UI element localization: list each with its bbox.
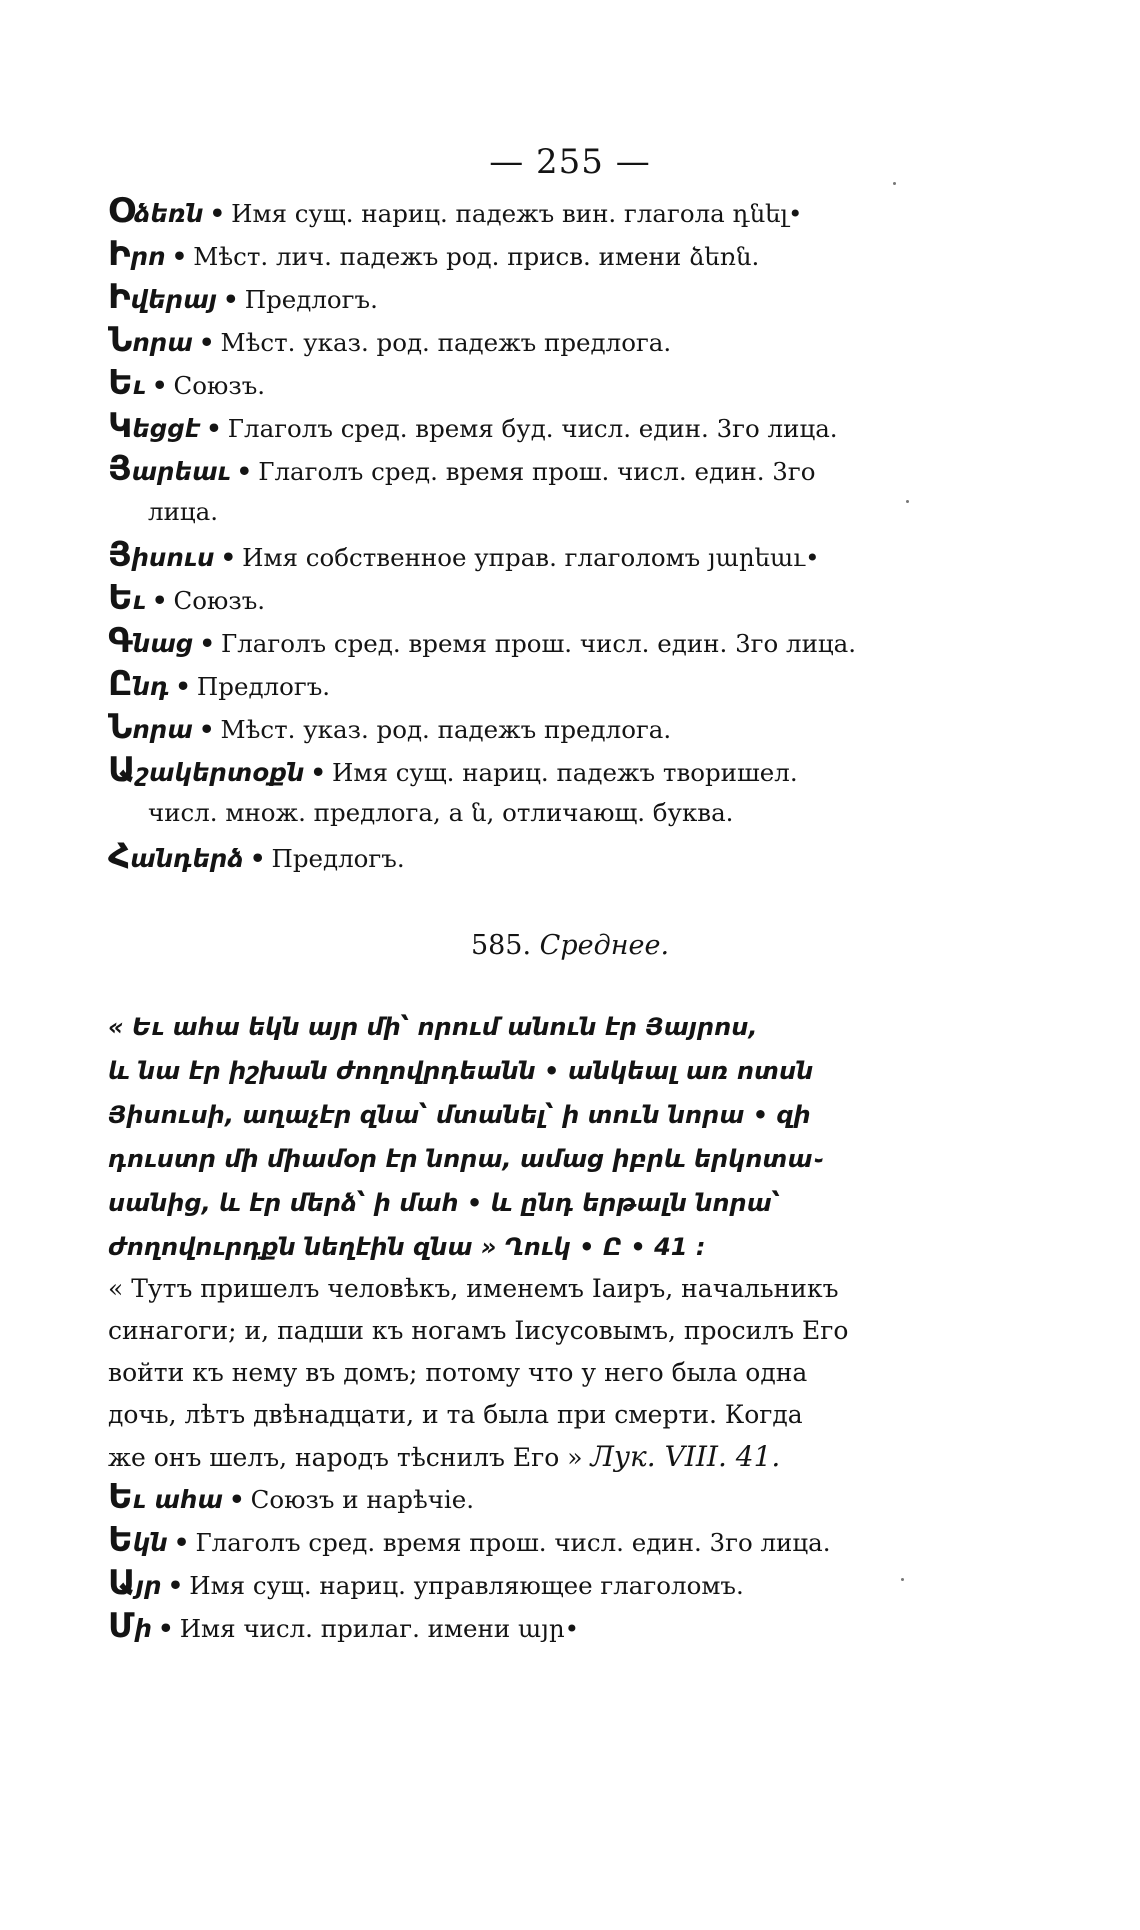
entry-word: եցցէ (132, 414, 201, 443)
print-speck (893, 182, 896, 185)
entry-definition: Глаголъ сред. время прош. числ. един. 3го (258, 457, 816, 486)
armenian-line: դուստր մի միամօր էր նորա, ամաց իբրև երկոտա֊ (108, 1145, 823, 1173)
entry-capital: Ն (108, 707, 133, 747)
entry-capital: Ե (108, 363, 133, 403)
entry-capital: Գ (108, 621, 133, 661)
russian-line-text: же онъ шелъ, народъ тѣснилъ Его » (108, 1443, 583, 1472)
entry-capital: Ի (108, 234, 131, 274)
entry-definition: Глаголъ сред. время прош. числ. един. 3го лица. (220, 629, 857, 658)
glossary-continuation: лица. (148, 497, 219, 526)
glossary-entry (108, 277, 1008, 317)
entry-capital: Մ (108, 1606, 135, 1646)
entry-capital: Հ (108, 836, 131, 876)
entry-word: իսուս (131, 543, 215, 572)
entry-word: նաց (132, 629, 194, 658)
glossary-entry (108, 621, 1008, 661)
entry-separator: • (175, 672, 191, 701)
entry-separator: • (198, 328, 215, 357)
glossary-entry (108, 578, 1008, 618)
print-speck (906, 500, 909, 503)
entry-separator: • (199, 629, 215, 658)
entry-word: ւ (132, 371, 146, 400)
entry-definition: Имя числ. прилаг. имени այր• (179, 1614, 580, 1643)
entry-definition: Союзъ. (173, 586, 266, 615)
entry-separator: • (209, 199, 226, 228)
glossary-entry (108, 1477, 1008, 1517)
glossary-entry (108, 234, 1008, 274)
entry-definition: Предлогъ. (244, 285, 378, 314)
russian-line: войти къ нему въ домъ; потому что у него была одна (108, 1358, 808, 1387)
entry-definition: Предлогъ. (271, 844, 405, 873)
page-number: — 255 — (489, 142, 651, 182)
section-heading (0, 930, 1140, 961)
entry-capital: Կ (108, 406, 133, 446)
entry-separator: • (167, 1571, 184, 1600)
entry-definition: Глаголъ сред. время прош. числ. един. 3го лица. (195, 1528, 831, 1557)
entry-capital: Ի (108, 277, 131, 317)
entry-capital: Ե (108, 1477, 133, 1517)
armenian-line: Յիսուսի, աղաչէր զնա՝ մտանել՝ ի տուն նորա • զի (108, 1101, 811, 1129)
glossary-entry (108, 707, 1008, 747)
armenian-line: սանից, և էր մերձ՝ ի մահ • և ընդ երթալն նորա՝ (108, 1189, 781, 1217)
section-title: Среднее. (539, 930, 670, 961)
entry-word: որա (132, 715, 193, 744)
armenian-line: և նա էր իշխան ժողովրդեանն • անկեալ առ ոտսն (108, 1057, 814, 1085)
entry-separator: • (171, 242, 188, 271)
entry-definition: Мѣст. лич. падежъ род. присв. имени ձեռն. (193, 242, 760, 271)
entry-word: ւ ահա (132, 1485, 223, 1514)
russian-line: синагоги; и, падши къ ногамъ Іисусовымъ, просилъ Его (108, 1316, 849, 1345)
entry-definition: Имя собственное управ. глаголомъ յարեաւ• (242, 543, 820, 572)
glossary-entry (108, 1606, 1008, 1646)
entry-separator: • (236, 457, 253, 486)
entry-definition: Мѣст. указ. род. падежъ предлога. (220, 715, 672, 744)
print-speck (901, 1578, 904, 1581)
glossary-entry (108, 191, 1008, 231)
entry-separator: • (223, 285, 239, 314)
entry-capital: Ն (108, 320, 133, 360)
armenian-line: ժողովուրդքն նեղէին զնա » Ղուկ • Ը • 41 ։ (108, 1233, 706, 1261)
russian-line: « Тутъ пришелъ человѣкъ, именемъ Іаиръ, начальникъ (108, 1274, 839, 1303)
glossary-entry (108, 535, 1008, 575)
entry-capital: Ե (108, 1520, 133, 1560)
entry-definition: Союзъ и нарѣчіе. (250, 1485, 475, 1514)
entry-capital: Յ (108, 535, 132, 575)
glossary-entry (108, 836, 1008, 876)
russian-line (108, 1436, 1008, 1479)
entry-word: վերայ (130, 285, 218, 314)
entry-separator: • (220, 543, 237, 572)
entry-capital: Օ (108, 191, 134, 231)
glossary-entry (108, 320, 1008, 360)
entry-definition: Имя сущ. нариц. управляющее глаголомъ. (189, 1571, 744, 1600)
entry-capital: Ա (108, 750, 136, 790)
entry-separator: • (151, 586, 168, 615)
entry-separator: • (158, 1614, 174, 1643)
entry-separator: • (228, 1485, 245, 1514)
entry-word: որա (132, 328, 193, 357)
glossary-entry (108, 1520, 1008, 1560)
glossary-entry (108, 750, 1008, 790)
entry-word: նդ (132, 672, 170, 701)
armenian-line: « Եւ ահա եկն այր մի՝ որում անուն էր Յայրոս, (108, 1013, 758, 1041)
entry-word: ի (134, 1614, 153, 1643)
entry-separator: • (206, 414, 222, 443)
entry-word: րո (130, 242, 166, 271)
glossary-continuation: числ. множ. предлога, а ն, отличающ. буква. (148, 798, 734, 827)
entry-definition: Имя сущ. нариц. падежъ вин. глагола դնել• (231, 199, 803, 228)
entry-word: կն (132, 1528, 168, 1557)
entry-definition: Глаголъ сред. время буд. числ. един. 3го лица. (227, 414, 838, 443)
glossary-entry (108, 449, 1008, 489)
entry-capital: Ե (108, 578, 133, 618)
entry-capital: Ը (108, 664, 133, 704)
entry-word: արեաւ (131, 457, 231, 486)
entry-definition: Предлогъ. (196, 672, 331, 701)
section-number: 585. (470, 930, 532, 961)
entry-separator: • (198, 715, 215, 744)
entry-word: շակերտօքն (135, 758, 305, 787)
entry-word: ձեռն (133, 199, 204, 228)
entry-word: ւ (132, 586, 146, 615)
entry-separator: • (173, 1528, 190, 1557)
entry-capital: Ա (108, 1563, 136, 1603)
entry-definition: Мѣст. указ. род. падежъ предлога. (220, 328, 672, 357)
glossary-entry (108, 664, 1008, 704)
entry-definition: Имя сущ. нариц. падежъ творишел. (332, 758, 798, 787)
glossary-entry (108, 363, 1008, 403)
scripture-reference: Лук. VIII. 41. (590, 1440, 781, 1473)
entry-definition: Союзъ. (173, 371, 266, 400)
glossary-entry (108, 1563, 1008, 1603)
entry-word: յր (135, 1571, 162, 1600)
entry-separator: • (249, 844, 266, 873)
entry-separator: • (151, 371, 168, 400)
glossary-entry (108, 406, 1008, 446)
entry-separator: • (310, 758, 327, 787)
russian-line: дочь, лѣтъ двѣнадцати, и та была при смерти. Когда (108, 1400, 803, 1429)
entry-word: անդերձ (130, 844, 244, 873)
entry-capital: Յ (108, 449, 132, 489)
